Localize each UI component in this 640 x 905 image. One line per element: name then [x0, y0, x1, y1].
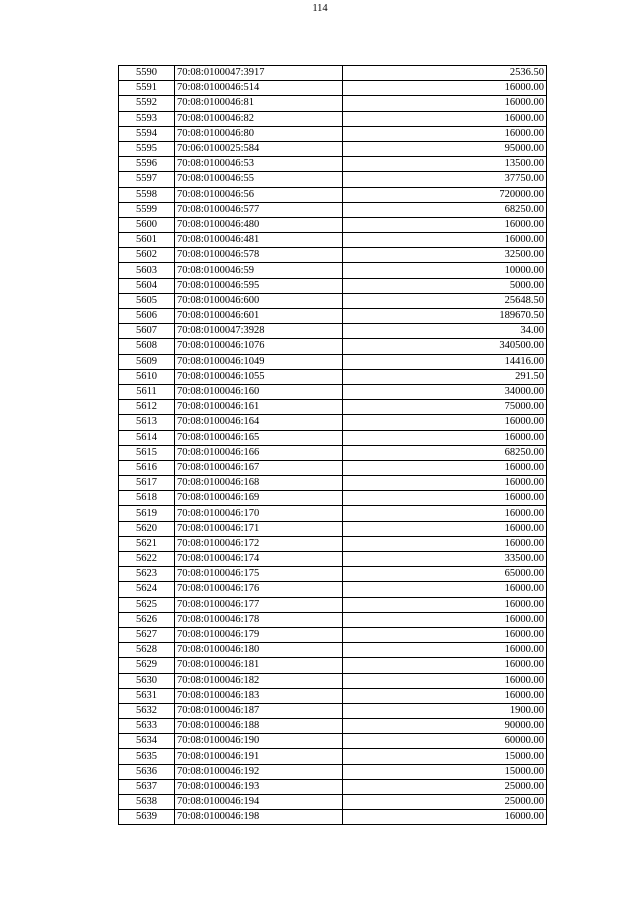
cadastral-number-cell: 70:08:0100046:182 — [175, 673, 343, 688]
table-row — [119, 749, 547, 764]
cadastral-number-cell: 70:08:0100046:80 — [175, 126, 343, 141]
row-number-cell: 5634 — [119, 734, 175, 749]
row-number-cell: 5608 — [119, 339, 175, 354]
value-cell: 16000.00 — [343, 476, 547, 491]
table-row — [119, 263, 547, 278]
value-cell: 16000.00 — [343, 582, 547, 597]
value-cell: 25000.00 — [343, 779, 547, 794]
row-number-cell: 5609 — [119, 354, 175, 369]
value-cell: 291.50 — [343, 369, 547, 384]
value-cell: 16000.00 — [343, 536, 547, 551]
cadastral-number-cell: 70:08:0100046:194 — [175, 795, 343, 810]
table-row — [119, 612, 547, 627]
parcel-table — [118, 65, 547, 825]
cadastral-number-cell: 70:08:0100046:55 — [175, 172, 343, 187]
value-cell: 95000.00 — [343, 141, 547, 156]
value-cell: 16000.00 — [343, 627, 547, 642]
row-number-cell: 5597 — [119, 172, 175, 187]
value-cell: 16000.00 — [343, 643, 547, 658]
value-cell: 340500.00 — [343, 339, 547, 354]
value-cell: 189670.50 — [343, 309, 547, 324]
table-row — [119, 643, 547, 658]
row-number-cell: 5625 — [119, 597, 175, 612]
row-number-cell: 5605 — [119, 293, 175, 308]
row-number-cell: 5637 — [119, 779, 175, 794]
row-number-cell: 5599 — [119, 202, 175, 217]
table-row — [119, 369, 547, 384]
value-cell: 16000.00 — [343, 673, 547, 688]
value-cell: 16000.00 — [343, 81, 547, 96]
row-number-cell: 5639 — [119, 810, 175, 825]
row-number-cell: 5615 — [119, 445, 175, 460]
cadastral-number-cell: 70:08:0100046:170 — [175, 506, 343, 521]
table-row — [119, 567, 547, 582]
table-row — [119, 81, 547, 96]
table-row — [119, 810, 547, 825]
cadastral-number-cell: 70:08:0100046:514 — [175, 81, 343, 96]
cadastral-number-cell: 70:08:0100046:198 — [175, 810, 343, 825]
value-cell: 65000.00 — [343, 567, 547, 582]
value-cell: 16000.00 — [343, 233, 547, 248]
cadastral-number-cell: 70:08:0100046:56 — [175, 187, 343, 202]
row-number-cell: 5617 — [119, 476, 175, 491]
value-cell: 13500.00 — [343, 157, 547, 172]
row-number-cell: 5629 — [119, 658, 175, 673]
row-number-cell: 5618 — [119, 491, 175, 506]
row-number-cell: 5603 — [119, 263, 175, 278]
cadastral-number-cell: 70:08:0100046:165 — [175, 430, 343, 445]
cadastral-number-cell: 70:08:0100046:600 — [175, 293, 343, 308]
cadastral-number-cell: 70:08:0100047:3928 — [175, 324, 343, 339]
row-number-cell: 5591 — [119, 81, 175, 96]
value-cell: 68250.00 — [343, 445, 547, 460]
row-number-cell: 5598 — [119, 187, 175, 202]
value-cell: 34.00 — [343, 324, 547, 339]
table-row — [119, 476, 547, 491]
table-row — [119, 445, 547, 460]
table-row — [119, 400, 547, 415]
table-row — [119, 126, 547, 141]
table-row — [119, 795, 547, 810]
row-number-cell: 5611 — [119, 384, 175, 399]
value-cell: 5000.00 — [343, 278, 547, 293]
table-row — [119, 309, 547, 324]
cadastral-number-cell: 70:08:0100046:82 — [175, 111, 343, 126]
cadastral-number-cell: 70:08:0100046:193 — [175, 779, 343, 794]
value-cell: 2536.50 — [343, 66, 547, 81]
row-number-cell: 5593 — [119, 111, 175, 126]
table-row — [119, 779, 547, 794]
row-number-cell: 5594 — [119, 126, 175, 141]
row-number-cell: 5630 — [119, 673, 175, 688]
cadastral-number-cell: 70:08:0100046:188 — [175, 719, 343, 734]
value-cell: 16000.00 — [343, 460, 547, 475]
value-cell: 33500.00 — [343, 552, 547, 567]
value-cell: 16000.00 — [343, 126, 547, 141]
value-cell: 16000.00 — [343, 430, 547, 445]
value-cell: 16000.00 — [343, 521, 547, 536]
row-number-cell: 5592 — [119, 96, 175, 111]
row-number-cell: 5596 — [119, 157, 175, 172]
table-body — [119, 66, 547, 825]
table-row — [119, 293, 547, 308]
cadastral-number-cell: 70:08:0100046:1055 — [175, 369, 343, 384]
row-number-cell: 5620 — [119, 521, 175, 536]
cadastral-number-cell: 70:08:0100046:166 — [175, 445, 343, 460]
table-row — [119, 157, 547, 172]
cadastral-number-cell: 70:08:0100046:595 — [175, 278, 343, 293]
table-row — [119, 719, 547, 734]
cadastral-number-cell: 70:08:0100046:171 — [175, 521, 343, 536]
row-number-cell: 5626 — [119, 612, 175, 627]
value-cell: 25648.50 — [343, 293, 547, 308]
table-row — [119, 66, 547, 81]
row-number-cell: 5638 — [119, 795, 175, 810]
table-row — [119, 278, 547, 293]
table-row — [119, 536, 547, 551]
cadastral-number-cell: 70:08:0100046:480 — [175, 217, 343, 232]
cadastral-number-cell: 70:08:0100046:1049 — [175, 354, 343, 369]
value-cell: 25000.00 — [343, 795, 547, 810]
table-row — [119, 460, 547, 475]
cadastral-number-cell: 70:08:0100046:183 — [175, 688, 343, 703]
table-row — [119, 202, 547, 217]
row-number-cell: 5636 — [119, 764, 175, 779]
row-number-cell: 5632 — [119, 703, 175, 718]
cadastral-number-cell: 70:08:0100046:180 — [175, 643, 343, 658]
cadastral-number-cell: 70:08:0100046:164 — [175, 415, 343, 430]
table-row — [119, 597, 547, 612]
value-cell: 32500.00 — [343, 248, 547, 263]
table-row — [119, 324, 547, 339]
cadastral-number-cell: 70:08:0100046:169 — [175, 491, 343, 506]
value-cell: 720000.00 — [343, 187, 547, 202]
row-number-cell: 5627 — [119, 627, 175, 642]
value-cell: 16000.00 — [343, 612, 547, 627]
cadastral-number-cell: 70:08:0100046:192 — [175, 764, 343, 779]
value-cell: 16000.00 — [343, 810, 547, 825]
row-number-cell: 5616 — [119, 460, 175, 475]
cadastral-number-cell: 70:08:0100046:178 — [175, 612, 343, 627]
table-row — [119, 430, 547, 445]
cadastral-number-cell: 70:08:0100046:190 — [175, 734, 343, 749]
value-cell: 14416.00 — [343, 354, 547, 369]
table-row — [119, 141, 547, 156]
cadastral-number-cell: 70:08:0100046:59 — [175, 263, 343, 278]
cadastral-number-cell: 70:08:0100046:81 — [175, 96, 343, 111]
row-number-cell: 5606 — [119, 309, 175, 324]
table-row — [119, 506, 547, 521]
row-number-cell: 5623 — [119, 567, 175, 582]
table-row — [119, 658, 547, 673]
cadastral-number-cell: 70:08:0100046:577 — [175, 202, 343, 217]
cadastral-number-cell: 70:08:0100046:177 — [175, 597, 343, 612]
table-row — [119, 339, 547, 354]
table-row — [119, 764, 547, 779]
cadastral-number-cell: 70:08:0100046:174 — [175, 552, 343, 567]
value-cell: 16000.00 — [343, 597, 547, 612]
value-cell: 1900.00 — [343, 703, 547, 718]
cadastral-number-cell: 70:08:0100047:3917 — [175, 66, 343, 81]
cadastral-number-cell: 70:08:0100046:181 — [175, 658, 343, 673]
table-row — [119, 248, 547, 263]
cadastral-number-cell: 70:08:0100046:167 — [175, 460, 343, 475]
table-row — [119, 217, 547, 232]
row-number-cell: 5622 — [119, 552, 175, 567]
cadastral-number-cell: 70:08:0100046:191 — [175, 749, 343, 764]
value-cell: 10000.00 — [343, 263, 547, 278]
table-row — [119, 582, 547, 597]
table-row — [119, 111, 547, 126]
table-row — [119, 354, 547, 369]
row-number-cell: 5619 — [119, 506, 175, 521]
cadastral-number-cell: 70:08:0100046:168 — [175, 476, 343, 491]
cadastral-number-cell: 70:06:0100025:584 — [175, 141, 343, 156]
value-cell: 75000.00 — [343, 400, 547, 415]
table-row — [119, 187, 547, 202]
row-number-cell: 5635 — [119, 749, 175, 764]
value-cell: 68250.00 — [343, 202, 547, 217]
table-row — [119, 627, 547, 642]
row-number-cell: 5631 — [119, 688, 175, 703]
row-number-cell: 5612 — [119, 400, 175, 415]
value-cell: 16000.00 — [343, 688, 547, 703]
table-row — [119, 233, 547, 248]
row-number-cell: 5613 — [119, 415, 175, 430]
row-number-cell: 5604 — [119, 278, 175, 293]
value-cell: 15000.00 — [343, 749, 547, 764]
cadastral-number-cell: 70:08:0100046:601 — [175, 309, 343, 324]
table-row — [119, 673, 547, 688]
value-cell: 34000.00 — [343, 384, 547, 399]
row-number-cell: 5633 — [119, 719, 175, 734]
table-row — [119, 384, 547, 399]
value-cell: 16000.00 — [343, 658, 547, 673]
table-row — [119, 734, 547, 749]
row-number-cell: 5610 — [119, 369, 175, 384]
cadastral-number-cell: 70:08:0100046:161 — [175, 400, 343, 415]
value-cell: 15000.00 — [343, 764, 547, 779]
table-row — [119, 491, 547, 506]
row-number-cell: 5590 — [119, 66, 175, 81]
cadastral-number-cell: 70:08:0100046:187 — [175, 703, 343, 718]
value-cell: 60000.00 — [343, 734, 547, 749]
cadastral-number-cell: 70:08:0100046:179 — [175, 627, 343, 642]
value-cell: 16000.00 — [343, 506, 547, 521]
table-row — [119, 703, 547, 718]
value-cell: 16000.00 — [343, 96, 547, 111]
row-number-cell: 5601 — [119, 233, 175, 248]
row-number-cell: 5607 — [119, 324, 175, 339]
table-row — [119, 552, 547, 567]
row-number-cell: 5595 — [119, 141, 175, 156]
cadastral-number-cell: 70:08:0100046:578 — [175, 248, 343, 263]
row-number-cell: 5614 — [119, 430, 175, 445]
cadastral-number-cell: 70:08:0100046:175 — [175, 567, 343, 582]
value-cell: 16000.00 — [343, 217, 547, 232]
row-number-cell: 5621 — [119, 536, 175, 551]
row-number-cell: 5600 — [119, 217, 175, 232]
cadastral-number-cell: 70:08:0100046:1076 — [175, 339, 343, 354]
row-number-cell: 5628 — [119, 643, 175, 658]
row-number-cell: 5602 — [119, 248, 175, 263]
cadastral-number-cell: 70:08:0100046:53 — [175, 157, 343, 172]
table-row — [119, 521, 547, 536]
value-cell: 37750.00 — [343, 172, 547, 187]
value-cell: 16000.00 — [343, 415, 547, 430]
cadastral-number-cell: 70:08:0100046:481 — [175, 233, 343, 248]
value-cell: 16000.00 — [343, 491, 547, 506]
table-row — [119, 96, 547, 111]
table-row — [119, 172, 547, 187]
page-number: 114 — [312, 3, 328, 14]
cadastral-number-cell: 70:08:0100046:172 — [175, 536, 343, 551]
table-row — [119, 415, 547, 430]
table-row — [119, 688, 547, 703]
value-cell: 16000.00 — [343, 111, 547, 126]
cadastral-number-cell: 70:08:0100046:160 — [175, 384, 343, 399]
cadastral-number-cell: 70:08:0100046:176 — [175, 582, 343, 597]
value-cell: 90000.00 — [343, 719, 547, 734]
row-number-cell: 5624 — [119, 582, 175, 597]
